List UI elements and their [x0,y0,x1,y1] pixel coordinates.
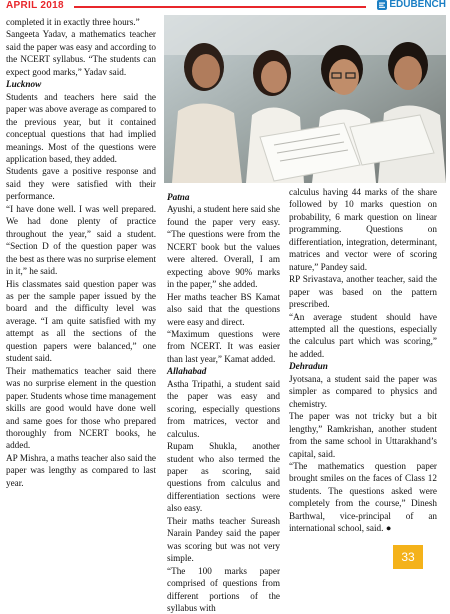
article-column-2 [167,191,280,614]
paragraph: AP Mishra, a maths teacher also said the paper was lengthy as compared to last year. [6,452,156,488]
paragraph: “I have done well. I was well prepared. We had done plenty of practice throughout the year,” said a student. “Section D of the question paper was the best as there was no surprise element in it,” he said. [6,203,156,277]
paragraph: Sangeeta Yadav, a mathematics teacher said the paper was easy and according to the NCERT syllabus. “The students can expect good marks,” Yadav said. [6,29,156,77]
brand [377,0,446,10]
paragraph: “The mathematics question paper brought smiles on the faces of Class 12 students. The questions asked were completely from the course,” Dinesh Barthwal, vice-principal of an international school, said. ● [289,460,437,534]
paragraph: Their mathematics teacher said there was no surprise element in the question paper. Students whose time management skills are good would have done well and same goes for those who prepared thoroughly from NCERT books, he added. [6,365,156,451]
paragraph: calculus having 44 marks of the share followed by 10 marks question on probability, 6 mark question on linear programming. Questions on differentiation, integration, determinant, matrices and vector were of scoring nature,” Pandey said. [289,187,437,272]
students-illustration [164,15,446,183]
students-photo [164,15,446,183]
paragraph: RP Srivastava, another teacher, said the paper was based on the pattern prescribed. [289,274,437,310]
paragraph: Her maths teacher BS Kamat also said that the questions were easy and direct. [167,291,280,327]
section-heading: Patna [167,192,190,202]
paragraph: Astha Tripathi, a student said the paper was easy and scoring, especially questions from matrices, vector and calculus. [167,378,280,439]
paragraph: Their maths teacher Sureash Narain Pandey said the paper was scoring but was not very simple. [167,515,280,564]
paragraph: Jyotsana, a student said the paper was simpler as compared to physics and chemistry. [289,373,437,409]
paragraph: Students gave a positive response and said they were satisfied with their performance. [6,166,156,202]
edubench-logo-icon [377,0,387,10]
section-heading: Lucknow [6,79,42,90]
header-rule [74,6,366,8]
issue-date: APRIL 2018 [6,0,64,11]
paragraph: The paper was not tricky but a bit lengthy,” Ramkrishan, another student from the same school in Uttarakhand’s capital, said. [289,411,437,459]
page-header [0,0,450,14]
paragraph: His classmates said question paper was as per the sample paper issued by the board and the difficulty level was average. “I am quite satisfied with my attempt as all the sections of the question papers were balanced,” one student said. [6,278,156,364]
paragraph: Ayushi, a student here said she found the paper very easy. “The questions were from the NCERT book but the values were altered. Overall, I am expecting above 90% marks in the paper,” she added. [167,204,280,290]
brand-name: EDUBENCH [389,0,446,10]
article-column-1 [6,16,156,489]
paragraph: “The 100 marks paper comprised of questions from different portions of the syllabus with [167,565,280,613]
paragraph: Rupam Shukla, another student who also termed the paper as scoring, said questions from calculus and differentiation sections were also easy. [167,441,280,514]
page-number: 33 [393,545,423,569]
section-heading: Dehradun [289,361,328,372]
paragraph: completed it in exactly three hours.” [6,17,140,27]
paragraph: “Maximum questions were from NCERT. It was easier than last year,” Kamat added. [167,328,280,364]
article-column-3 [289,186,437,535]
paragraph: Students and teachers here said the paper was above average as compared to the previous year, but it contained conceptual questions that had implied meanings. Most of the questions were application based, they added. [6,91,156,164]
paragraph: “An average student should have attempted all the questions, especially the calculus part which was scoring,” he added. [289,311,437,359]
section-heading: Allahabad [167,366,207,377]
